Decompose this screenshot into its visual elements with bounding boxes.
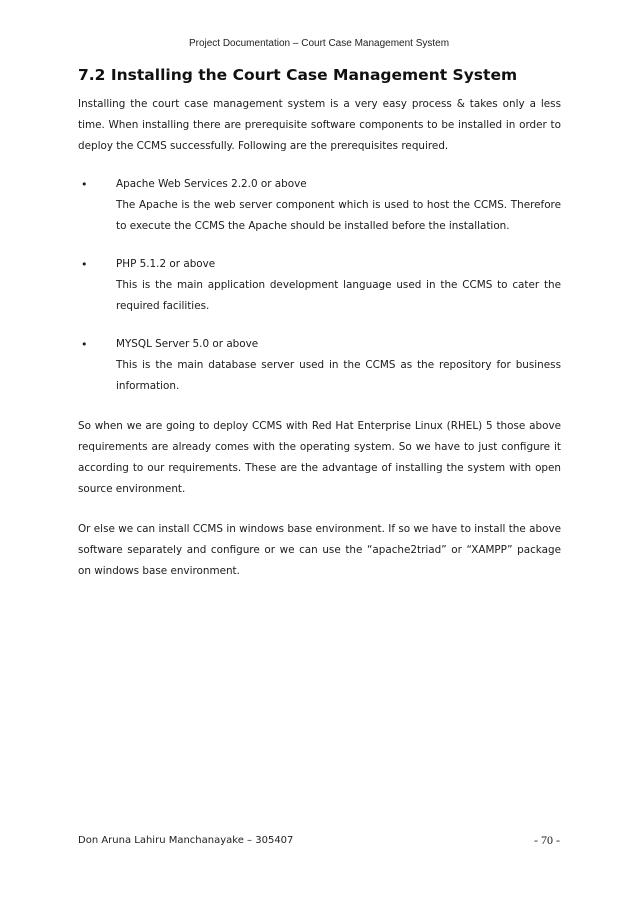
- prerequisite-title: Apache Web Services 2.2.0 or above: [116, 178, 307, 190]
- bullet-icon: •: [81, 338, 88, 351]
- list-item: [78, 174, 561, 237]
- prerequisite-title: MYSQL Server 5.0 or above: [116, 338, 259, 350]
- prerequisite-description: This is the main database server used in the CCMS as the repository for business information.: [116, 359, 561, 392]
- windows-paragraph: Or else we can install CCMS in windows base environment. If so we have to install the above software separately and configure or we can use the “apache2triad” or “XAMPP” package on windows base environment.: [78, 523, 561, 577]
- footer-author: Don Aruna Lahiru Manchanayake – 305407: [78, 835, 294, 846]
- bullet-icon: •: [81, 258, 88, 271]
- page-number: - 70 -: [534, 833, 560, 847]
- prerequisites-list: [78, 174, 561, 397]
- list-item: [78, 254, 561, 317]
- rhel-paragraph: So when we are going to deploy CCMS with Red Hat Enterprise Linux (RHEL) 5 those above requirements are already comes with the operating system. So we have to just configure it according to our requirements. These are the advantage of installing the system with open source environment.: [78, 420, 561, 495]
- page-content: [78, 64, 561, 582]
- list-item: [78, 334, 561, 397]
- intro-paragraph: Installing the court case management system is a very easy process & takes only a less time. When installing there are prerequisite software components to be installed in order to deploy the CCMS successfully. Following are the prerequisites required.: [78, 98, 561, 152]
- prerequisite-description: The Apache is the web server component which is used to host the CCMS. Therefore to execute the CCMS the Apache should be installed before the installation.: [116, 199, 561, 232]
- section-title: 7.2 Installing the Court Case Management System: [78, 66, 518, 84]
- bullet-icon: •: [81, 178, 88, 191]
- running-header: Project Documentation – Court Case Management System: [188, 38, 450, 49]
- prerequisite-title: PHP 5.1.2 or above: [116, 258, 216, 270]
- prerequisite-description: This is the main application development language used in the CCMS to cater the required facilities.: [116, 279, 561, 312]
